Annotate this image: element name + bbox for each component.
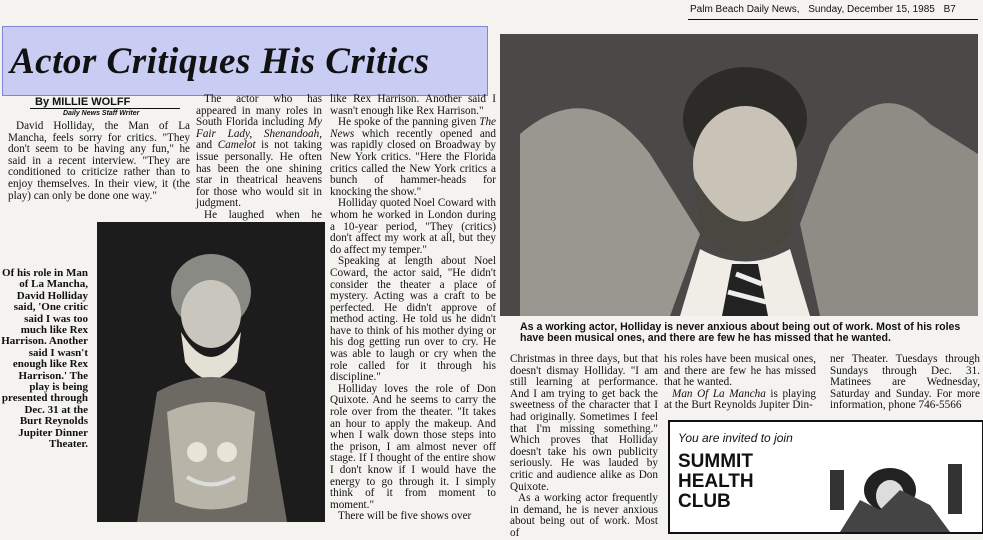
article-column-1	[8, 121, 190, 202]
paragraph: his roles have been musical ones, and there are few he has missed that he wanted.	[664, 353, 816, 389]
paragraph: There will be five shows over	[338, 510, 472, 523]
actor-costume-photo	[97, 222, 325, 522]
paragraph: Holliday loves the role of Don Quixote. And he seems to carry the role over from the theater. "It takes an hour to apply the makeup. And when I walk down those steps into the prison, I am almost never off stage. If I thought of the entire show I don't know if I would have the energy to go through it. I simply think of it from moment to moment."	[330, 382, 496, 511]
paragraph: Christmas in three days, but that doesn't dismay Holliday. "I am still learning at performance. And I am trying to get back the sweetness of the character that I had originally. Sometimes I feel that I'm missing something." Which proves that Holliday doesn't take his own publicity seriously. He was lauded by critic and audience alike as Don Quixote.	[510, 353, 658, 493]
ad-invite-text: You are invited to join	[678, 431, 793, 445]
paragraph: David Holliday, the Man of La Mancha, feels sorry for critics. "They don't seem to be having any fun," he said in a recent interview. "They are conditioned to criticize rather than to enjoy themselves. In their view, it (the play) can only be done one way."	[8, 120, 190, 202]
byline: By MILLIE WOLFF	[35, 96, 131, 108]
page-number: B7	[943, 4, 956, 15]
paragraph: The actor who has appeared in many roles in South Florida including My Fair Lady, Shenandoah, and Camelot is not taking issue personally. He often has been the one shining star in theatrical heavens for those who would sit in judgment.	[196, 93, 322, 210]
issue-date: Sunday, December 15, 1985	[808, 4, 935, 15]
paragraph: He laughed when he	[204, 208, 322, 221]
paragraph: Speaking at length about Noel Coward, the actor said, "He didn't consider the theater a place of mystery. Acting was a craft to be perfected. He didn't approve of method acting. He told us he didn't have to think of his mother dying or his dog getting run over to cry. He was able to laugh or cry when the role called for it through his discipline."	[330, 255, 496, 384]
paragraph: like Rex Harrison. Another said I wasn't enough like Rex Harrison."	[330, 93, 496, 117]
article-column-5	[664, 354, 816, 412]
photo-caption-right: As a working actor, Holliday is never anxious about being out of work. Most of his roles have been musical ones, and there are few he has missed that he wanted.	[520, 321, 961, 344]
article-column-4	[510, 354, 658, 540]
masthead-rule	[688, 19, 978, 20]
paper-name: Palm Beach Daily News,	[690, 4, 800, 15]
paragraph: He spoke of the panning given The News which recently opened and was rapidly closed on Broadway by New York critics. "Here the Florida critics called the New York critics a bunch of hammer-heads for knocking the show."	[330, 116, 496, 198]
ad-club-name: SUMMIT HEALTH CLUB	[678, 451, 754, 512]
headline: Actor Critiques His Critics	[10, 41, 430, 82]
paragraph: ner Theater. Tuesdays through Sundays through Dec. 31. Matinees are Wednesday, Saturday and Sunday. For more information, phone 746-5566	[830, 353, 980, 412]
photo-caption-left: Of his role in Man of La Mancha, David Holliday said, 'One critic said I was too much like Rex Harrison. Another said I wasn't enough like Rex Harrison.' The play is being presented through Dec. 31 at the Burt Reynolds Jupiter Dinner Theater.	[1, 267, 88, 451]
paragraph: As a working actor frequently in demand, he is never anxious about being out of work. Most of	[510, 492, 658, 539]
article-column-3	[330, 94, 496, 523]
paragraph: Holliday quoted Noel Coward with whom he worked in London during a 10-year period, "They (critics) don't affect my work at all, but they do affect my temper."	[330, 197, 496, 256]
actor-portrait-photo	[500, 34, 978, 316]
staff-writer-label: Daily News Staff Writer	[63, 110, 140, 117]
byline-rule	[30, 108, 180, 109]
paragraph: Man Of La Mancha is playing at the Burt Reynolds Jupiter Din-	[664, 387, 816, 412]
masthead	[690, 4, 980, 15]
ad-illustration	[820, 450, 975, 532]
article-column-6	[830, 354, 980, 412]
